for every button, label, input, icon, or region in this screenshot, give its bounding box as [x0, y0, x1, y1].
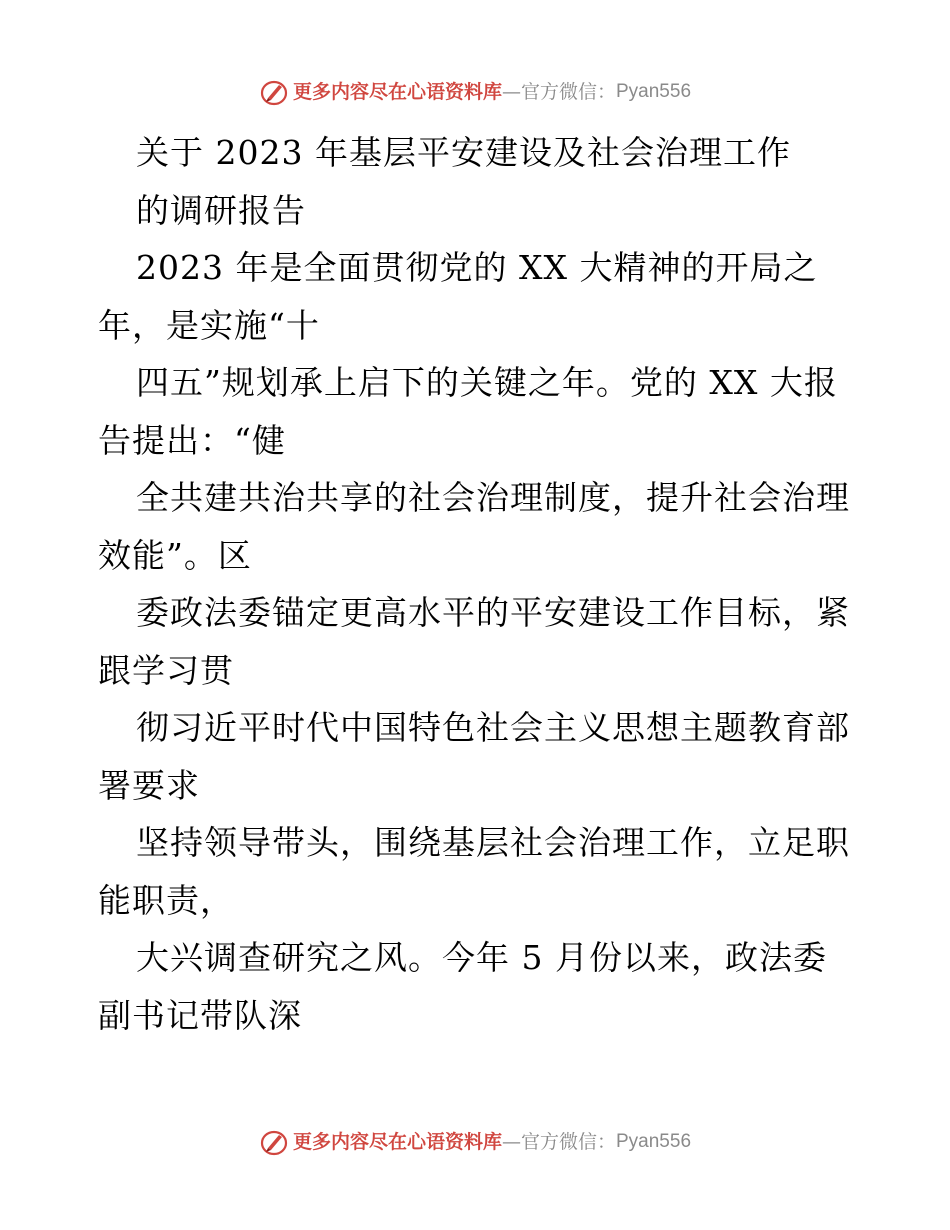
watermark-wechat-label: 官方微信： — [520, 1131, 616, 1153]
watermark-text: 更多内容尽在心语资料库 — [292, 81, 502, 103]
paragraph-line: 2023 年是全面贯彻党的 XX 大精神的开局之 — [136, 248, 818, 287]
document-body — [98, 124, 868, 1044]
pen-logo-icon — [259, 1128, 289, 1156]
watermark-wechat-id: Pyan556 — [616, 81, 692, 102]
header-watermark — [0, 78, 950, 106]
paragraph-line: 年，是实施“十 — [98, 305, 320, 345]
paragraph-line: 四五”规划承上启下的关键之年。党的 XX 大报 — [136, 363, 838, 402]
paragraph-line: 彻习近平时代中国特色社会主义思想主题教育部 — [136, 708, 850, 747]
paragraph-line: 跟学习贯 — [98, 650, 234, 690]
footer-watermark — [0, 1128, 950, 1156]
title-line-1: 关于 2023 年基层平安建设及社会治理工作 — [136, 133, 791, 172]
paragraph-line: 副书记带队深 — [98, 995, 302, 1035]
watermark-separator: — — [501, 1131, 521, 1153]
paragraph-line: 大兴调查研究之风。今年 5 月份以来，政法委 — [136, 938, 827, 977]
paragraph-line: 署要求 — [98, 765, 200, 805]
watermark-wechat-id: Pyan556 — [616, 1131, 692, 1152]
paragraph-line: 委政法委锚定更高水平的平安建设工作目标，紧 — [136, 593, 850, 632]
watermark-wechat-label: 官方微信： — [520, 81, 616, 103]
paragraph-line: 全共建共治共享的社会治理制度，提升社会治理 — [136, 478, 850, 517]
watermark-text: 更多内容尽在心语资料库 — [292, 1131, 502, 1153]
title-line-2: 的调研报告 — [136, 190, 306, 230]
paragraph-line: 告提出：“健 — [98, 420, 286, 460]
paragraph-line: 坚持领导带头，围绕基层社会治理工作，立足职 — [136, 823, 850, 862]
watermark-separator: — — [501, 81, 521, 103]
pen-logo-icon — [259, 78, 289, 106]
paragraph-line: 效能”。区 — [98, 535, 252, 575]
paragraph-line: 能职责， — [98, 880, 234, 920]
